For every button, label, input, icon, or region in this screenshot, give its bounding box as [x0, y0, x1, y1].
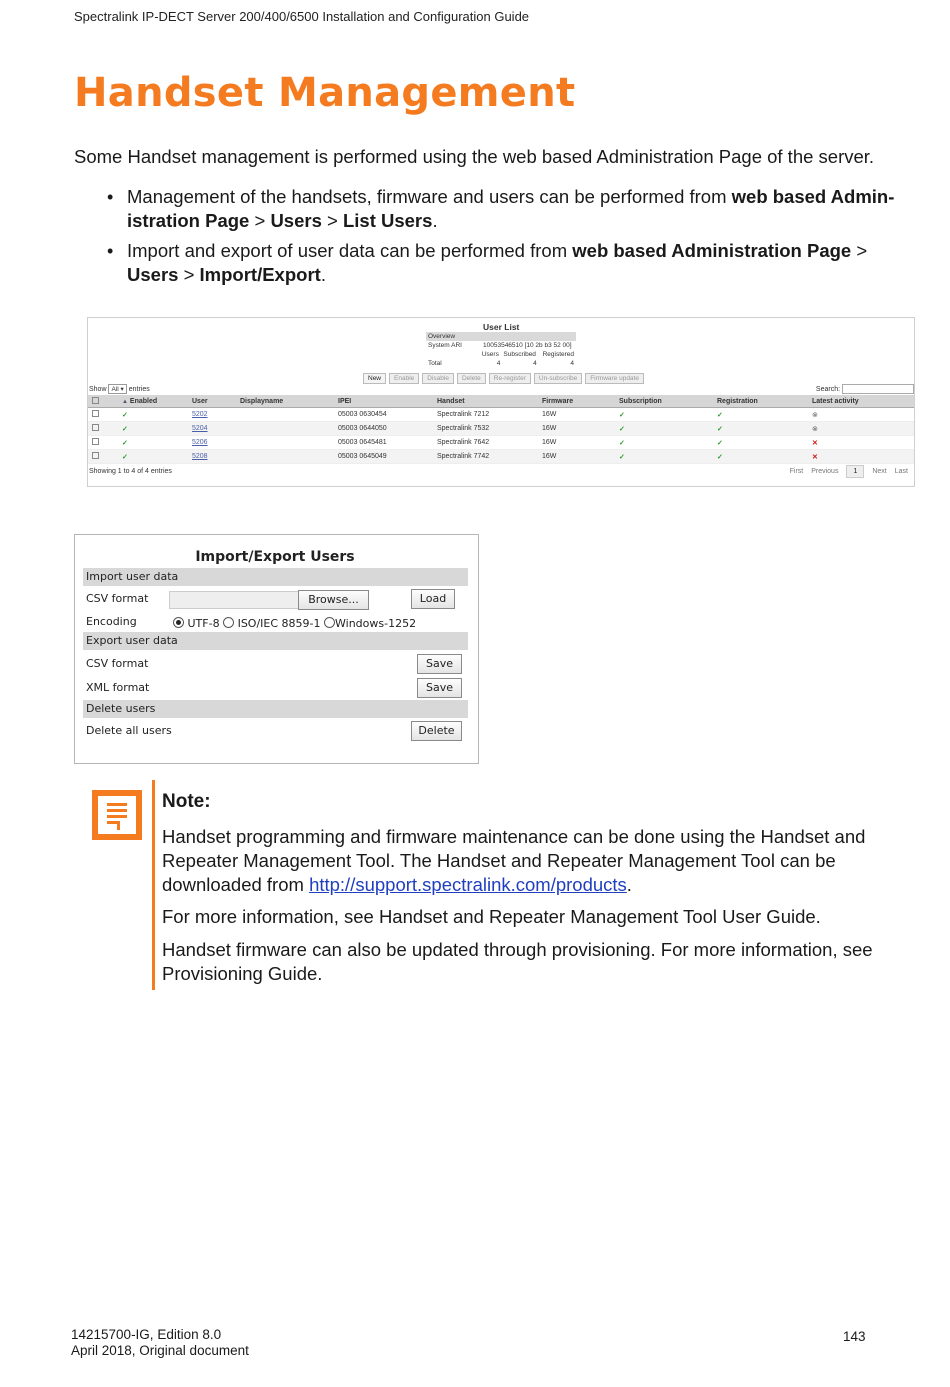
utf8-label: UTF-8 — [187, 617, 220, 630]
overview-col-registered: Registered — [542, 351, 575, 358]
showing-entries: Showing 1 to 4 of 4 entries — [89, 468, 172, 475]
user-link[interactable]: 5206 — [192, 439, 208, 446]
user-list-screenshot — [87, 317, 915, 487]
footer-doc-id: 14215700-IG, Edition 8.0 — [71, 1327, 222, 1342]
column-header[interactable]: User — [188, 395, 236, 408]
user-table — [88, 395, 914, 464]
column-header[interactable]: Registration — [713, 395, 808, 408]
search-label: Search: — [815, 385, 841, 393]
bullet-list — [74, 185, 914, 293]
check-icon: ✓ — [615, 408, 713, 422]
bullet-bold: Import/Export — [199, 264, 321, 285]
delete-all-label: Delete all users — [86, 724, 172, 737]
bullet-separator: > — [321, 210, 343, 231]
check-icon: ✓ — [615, 436, 713, 450]
overview-col-subscribed: Subscribed — [503, 351, 536, 358]
running-header: Spectralink IP-DECT Server 200/400/6500 Installation and Configuration Guide — [74, 9, 530, 24]
search — [816, 384, 914, 394]
save-xml-button[interactable]: Save — [417, 678, 462, 698]
show-entries-select[interactable]: All ▾ — [108, 384, 126, 394]
firmware-cell: 16W — [538, 422, 615, 436]
user-link[interactable]: 5204 — [192, 425, 208, 432]
entries-label: entries — [128, 386, 150, 393]
table-row[interactable] — [88, 450, 914, 464]
ipei-cell: 05003 0630454 — [334, 408, 433, 422]
list-item — [74, 185, 914, 233]
overview-total-row — [426, 359, 576, 368]
import-export-screenshot — [74, 534, 479, 764]
ipei-cell: 05003 0644050 — [334, 422, 433, 436]
pager-first[interactable]: First — [789, 468, 804, 475]
handset-cell: Spectralink 7742 — [433, 450, 538, 464]
select-all-cell — [88, 395, 118, 408]
note-heading: Note: — [162, 791, 211, 812]
bullet-bold: Users — [127, 264, 179, 285]
table-row[interactable] — [88, 436, 914, 450]
show-entries-value: All — [111, 386, 119, 393]
overview-col-users: Users — [481, 351, 499, 358]
check-icon: ✓ — [118, 422, 188, 436]
check-icon: ✓ — [713, 408, 808, 422]
unsubscribe-button[interactable]: Un-subscribe — [534, 373, 582, 384]
iso-label: ISO/IEC 8859-1 — [237, 617, 321, 630]
bullet-text: . — [320, 264, 326, 285]
check-icon: ✓ — [118, 450, 188, 464]
firmware-cell: 16W — [538, 436, 615, 450]
note-paragraph — [162, 825, 902, 897]
show-label: Show — [89, 386, 107, 393]
system-ari-label: System ARI — [428, 342, 462, 349]
note-text: Handset programming and firmware maintenance can be done using the Handset and Repeater Management Tool. The Handset and Repeater Management Tool can be downloaded from — [162, 826, 866, 895]
export-section-header: Export user data — [83, 632, 468, 650]
note-paragraph: Handset firmware can also be updated through provisioning. For more information, see Provisioning Guide. — [162, 939, 873, 984]
save-csv-button[interactable]: Save — [417, 654, 462, 674]
user-list-title: User List — [483, 322, 520, 332]
ipei-cell: 05003 0645481 — [334, 436, 433, 450]
system-ari-value: 10053546510 [10 2b b3 52 00] — [483, 342, 572, 349]
pager-current[interactable]: 1 — [846, 465, 864, 478]
overview-header: Overview — [426, 332, 576, 341]
table-row[interactable] — [88, 408, 914, 422]
check-icon: ✓ — [615, 450, 713, 464]
overview-total-registered: 4 — [570, 360, 574, 367]
user-link[interactable]: 5202 — [192, 411, 208, 418]
utf8-radio[interactable] — [173, 617, 184, 628]
firmware-cell: 16W — [538, 450, 615, 464]
page-number: 143 — [843, 1329, 866, 1344]
bullet-text: Import and export of user data can be performed from — [127, 240, 573, 261]
search-input[interactable] — [842, 384, 914, 394]
footer-date: April 2018, Original document — [71, 1343, 249, 1358]
delete-all-button[interactable]: Delete — [411, 721, 462, 741]
column-header[interactable]: Handset — [433, 395, 538, 408]
bullet-separator: > — [851, 240, 868, 261]
handset-cell: Spectralink 7532 — [433, 422, 538, 436]
export-xml-label: XML format — [86, 681, 150, 694]
row-checkbox[interactable] — [92, 410, 99, 417]
check-icon: ✓ — [615, 422, 713, 436]
delete-section-header: Delete users — [83, 700, 468, 718]
check-icon: ✓ — [713, 422, 808, 436]
show-entries — [89, 384, 150, 394]
check-icon: ✓ — [118, 436, 188, 450]
handset-cell: Spectralink 7212 — [433, 408, 538, 422]
handset-cell: Spectralink 7642 — [433, 436, 538, 450]
bullet-bold: web based Administration Page — [572, 240, 852, 261]
bullet-bold: Users — [270, 210, 322, 231]
bullet-icon: • — [107, 241, 114, 261]
table-header-row — [88, 395, 914, 408]
import-export-title: Import/Export Users — [195, 549, 355, 565]
user-link[interactable]: 5208 — [192, 453, 208, 460]
user-list-toolbar — [363, 373, 644, 384]
bullet-bold: List Users — [342, 210, 433, 231]
row-checkbox[interactable] — [92, 452, 99, 459]
bullet-icon: • — [107, 187, 114, 207]
column-header[interactable]: ▲ Enabled — [118, 395, 188, 408]
overview-total-users: 4 — [496, 360, 501, 367]
csv-format-label: CSV format — [86, 592, 149, 605]
bullet-separator: > — [249, 210, 271, 231]
load-button[interactable]: Load — [411, 589, 455, 609]
column-header[interactable]: Displayname — [236, 395, 334, 408]
cross-icon: ✕ — [808, 450, 914, 464]
row-checkbox[interactable] — [92, 438, 99, 445]
windows-radio[interactable] — [324, 617, 335, 628]
disable-button[interactable]: Disable — [422, 373, 454, 384]
bullet-bold: web based Admin- — [731, 186, 895, 207]
overview-box — [426, 332, 576, 368]
enable-button[interactable]: Enable — [389, 373, 419, 384]
column-header[interactable]: Subscription — [615, 395, 713, 408]
firmware-cell: 16W — [538, 408, 615, 422]
check-icon: ✓ — [713, 450, 808, 464]
cross-icon: ✕ — [808, 436, 914, 450]
column-header[interactable]: IPEI — [334, 395, 433, 408]
new-button[interactable]: New — [363, 373, 386, 384]
windows-label: Windows-1252 — [335, 617, 417, 630]
check-icon: ✓ — [118, 408, 188, 422]
note-rule — [152, 780, 155, 990]
note-icon — [92, 790, 142, 840]
note-text: . — [626, 874, 632, 895]
support-link[interactable]: http://support.spectralink.com/products — [309, 874, 627, 895]
activity-icon: ⊗ — [808, 422, 914, 436]
bullet-text: . — [432, 210, 438, 231]
check-icon: ✓ — [713, 436, 808, 450]
reregister-button[interactable]: Re-register — [489, 373, 531, 384]
overview-total-subscribed: 4 — [533, 360, 537, 367]
iso-radio[interactable] — [223, 617, 234, 628]
browse-button[interactable]: Browse... — [298, 590, 369, 610]
table-row[interactable] — [88, 422, 914, 436]
system-ari-row — [426, 341, 576, 350]
pagination — [790, 465, 908, 478]
firmware-update-button[interactable]: Firmware update — [585, 373, 644, 384]
pager-next[interactable]: Next — [872, 468, 887, 475]
list-item — [74, 239, 914, 287]
column-header[interactable]: Firmware — [538, 395, 615, 408]
bullet-text: Management of the handsets, firmware and users can be performed from — [127, 186, 732, 207]
ipei-cell: 05003 0645049 — [334, 450, 433, 464]
overview-columns-row — [426, 350, 576, 359]
overview-total-label: Total — [428, 360, 442, 367]
activity-icon: ⊗ — [808, 408, 914, 422]
delete-button[interactable]: Delete — [457, 373, 486, 384]
file-path-field[interactable] — [169, 591, 299, 609]
encoding-label: Encoding — [86, 615, 137, 628]
bullet-bold: istration Page — [127, 210, 250, 231]
intro-paragraph: Some Handset management is performed using the web based Administration Page of the server. — [74, 146, 875, 167]
footer-doc-info — [71, 1327, 249, 1359]
row-checkbox[interactable] — [92, 424, 99, 431]
page-title: Handset Management — [74, 70, 576, 116]
encoding-options — [173, 617, 416, 630]
select-all-checkbox[interactable] — [92, 397, 99, 404]
column-header[interactable]: Latest activity — [808, 395, 914, 408]
note-paragraph: For more information, see Handset and Repeater Management Tool User Guide. — [162, 906, 821, 927]
pager-previous[interactable]: Previous — [811, 468, 839, 475]
bullet-separator: > — [178, 264, 200, 285]
export-csv-label: CSV format — [86, 657, 149, 670]
import-section-header: Import user data — [83, 568, 468, 586]
pager-last[interactable]: Last — [894, 468, 908, 475]
